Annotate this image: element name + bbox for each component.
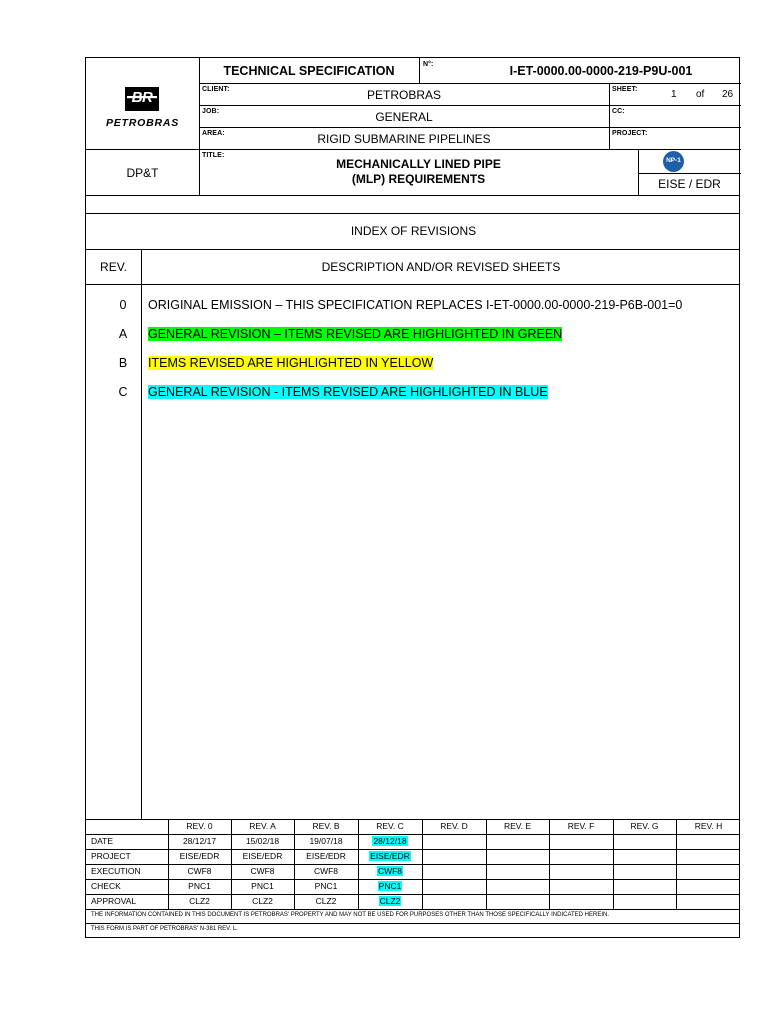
revision-entry-text: GENERAL REVISION - ITEMS REVISED ARE HIGHLIGHTED IN BLUE [148, 385, 548, 399]
description-column-header: DESCRIPTION AND/OR REVISED SHEETS [321, 260, 561, 274]
cell-value: EISE/EDR [179, 851, 220, 861]
doc-type: TECHNICAL SPECIFICATION [223, 64, 395, 78]
title-label: TITLE: [202, 152, 225, 159]
cell-value: PNC1 [251, 881, 274, 891]
rev-col-header: REV. B [312, 821, 340, 831]
cell-value: PNC1 [378, 881, 402, 891]
footer-note-form: THIS FORM IS PART OF PETROBRAS' N-381 REV. L. [91, 926, 238, 932]
cell-value: CLZ2 [379, 896, 401, 906]
revision-entry [118, 385, 548, 399]
revision-entry-text: ORIGINAL EMISSION – THIS SPECIFICATION REPLACES I-ET-0000.00-0000-219-P6B-001=0 [148, 298, 683, 312]
footer-note-property: THE INFORMATION CONTAINED IN THIS DOCUMENT IS PETROBRAS' PROPERTY AND MAY NOT BE USED FOR PURPOSES OTHER THAN THOSE SPECIFICALLY INDICATED HEREIN. [91, 912, 610, 918]
petrobras-logo [100, 82, 185, 130]
title-line-1: MECHANICALLY LINED PIPE [336, 157, 501, 171]
cell-value: 28/12/17 [182, 836, 217, 846]
rev-column-header: REV. [100, 260, 127, 274]
department: DP&T [126, 166, 159, 180]
cc-label: CC: [612, 108, 625, 115]
revision-entry-rev: A [118, 327, 128, 341]
title-line-2: (MLP) REQUIREMENTS [351, 172, 486, 186]
rev-col-header: REV. 0 [186, 821, 213, 831]
job-value: GENERAL [375, 110, 433, 124]
row-label-date: DATE [91, 836, 114, 846]
row-label-approval: APPROVAL [91, 896, 137, 906]
revision-entry-rev: 0 [119, 298, 127, 312]
cell-value: 19/07/18 [309, 836, 343, 846]
np-badge-text: NP-1 [666, 157, 681, 164]
area-value: RIGID SUBMARINE PIPELINES [317, 132, 491, 146]
row-label-check: CHECK [91, 881, 121, 891]
document-page [85, 57, 740, 938]
cell-value: EISE/EDR [370, 851, 410, 861]
logo-br-text: BR [131, 89, 153, 106]
cell-value: CWF8 [250, 866, 275, 876]
client-label: CLIENT: [202, 86, 230, 93]
rev-col-header: REV. F [567, 821, 595, 831]
cell-value: 28/12/18 [373, 836, 407, 846]
project-label: PROJECT: [612, 130, 648, 137]
sheet-total: 26 [722, 89, 734, 100]
cell-value: PNC1 [188, 881, 211, 891]
rev-col-header: REV. C [376, 821, 404, 831]
client-value: PETROBRAS [366, 88, 441, 102]
rev-col-header: REV. D [440, 821, 468, 831]
cell-value: EISE/EDR [306, 851, 346, 861]
np-badge [663, 151, 684, 172]
sheet-label: SHEET: [612, 86, 638, 93]
revision-entry-rev: C [118, 385, 128, 399]
owner: EISE / EDR [658, 177, 721, 191]
revision-entry [118, 327, 563, 341]
cell-value: CWF8 [313, 866, 339, 876]
rev-col-header: REV. H [694, 821, 723, 831]
revision-entry-text: ITEMS REVISED ARE HIGHLIGHTED IN YELLOW [148, 356, 434, 370]
cell-value: CLZ2 [252, 896, 273, 906]
rev-col-header: REV. E [503, 821, 532, 831]
index-heading: INDEX OF REVISIONS [350, 224, 477, 238]
document-number: I-ET-0000.00-0000-219-P9U-001 [509, 64, 693, 78]
cell-value: EISE/EDR [242, 851, 283, 861]
row-label-execution: EXECUTION [91, 866, 141, 876]
rev-col-header: REV. A [249, 821, 276, 831]
sheet-number: 1 [671, 89, 677, 100]
number-label: N°: [423, 61, 434, 68]
sheet-of: of [696, 89, 705, 100]
cell-value: CLZ2 [189, 896, 210, 906]
revision-entry-text: GENERAL REVISION – ITEMS REVISED ARE HIGHLIGHTED IN GREEN [148, 327, 563, 341]
company-name: PETROBRAS [105, 117, 180, 129]
cell-value: CWF8 [377, 866, 403, 876]
row-label-project: PROJECT [91, 851, 131, 861]
cell-value: CLZ2 [315, 896, 337, 906]
revision-entry-rev: B [118, 356, 128, 370]
cell-value: PNC1 [314, 881, 338, 891]
cell-value: CWF8 [187, 866, 212, 876]
revision-entry [119, 298, 683, 312]
cell-value: 15/02/18 [245, 836, 280, 846]
area-label: AREA: [202, 130, 225, 137]
rev-col-header: REV. G [630, 821, 659, 831]
revision-entry [118, 356, 434, 370]
job-label: JOB: [202, 108, 220, 115]
